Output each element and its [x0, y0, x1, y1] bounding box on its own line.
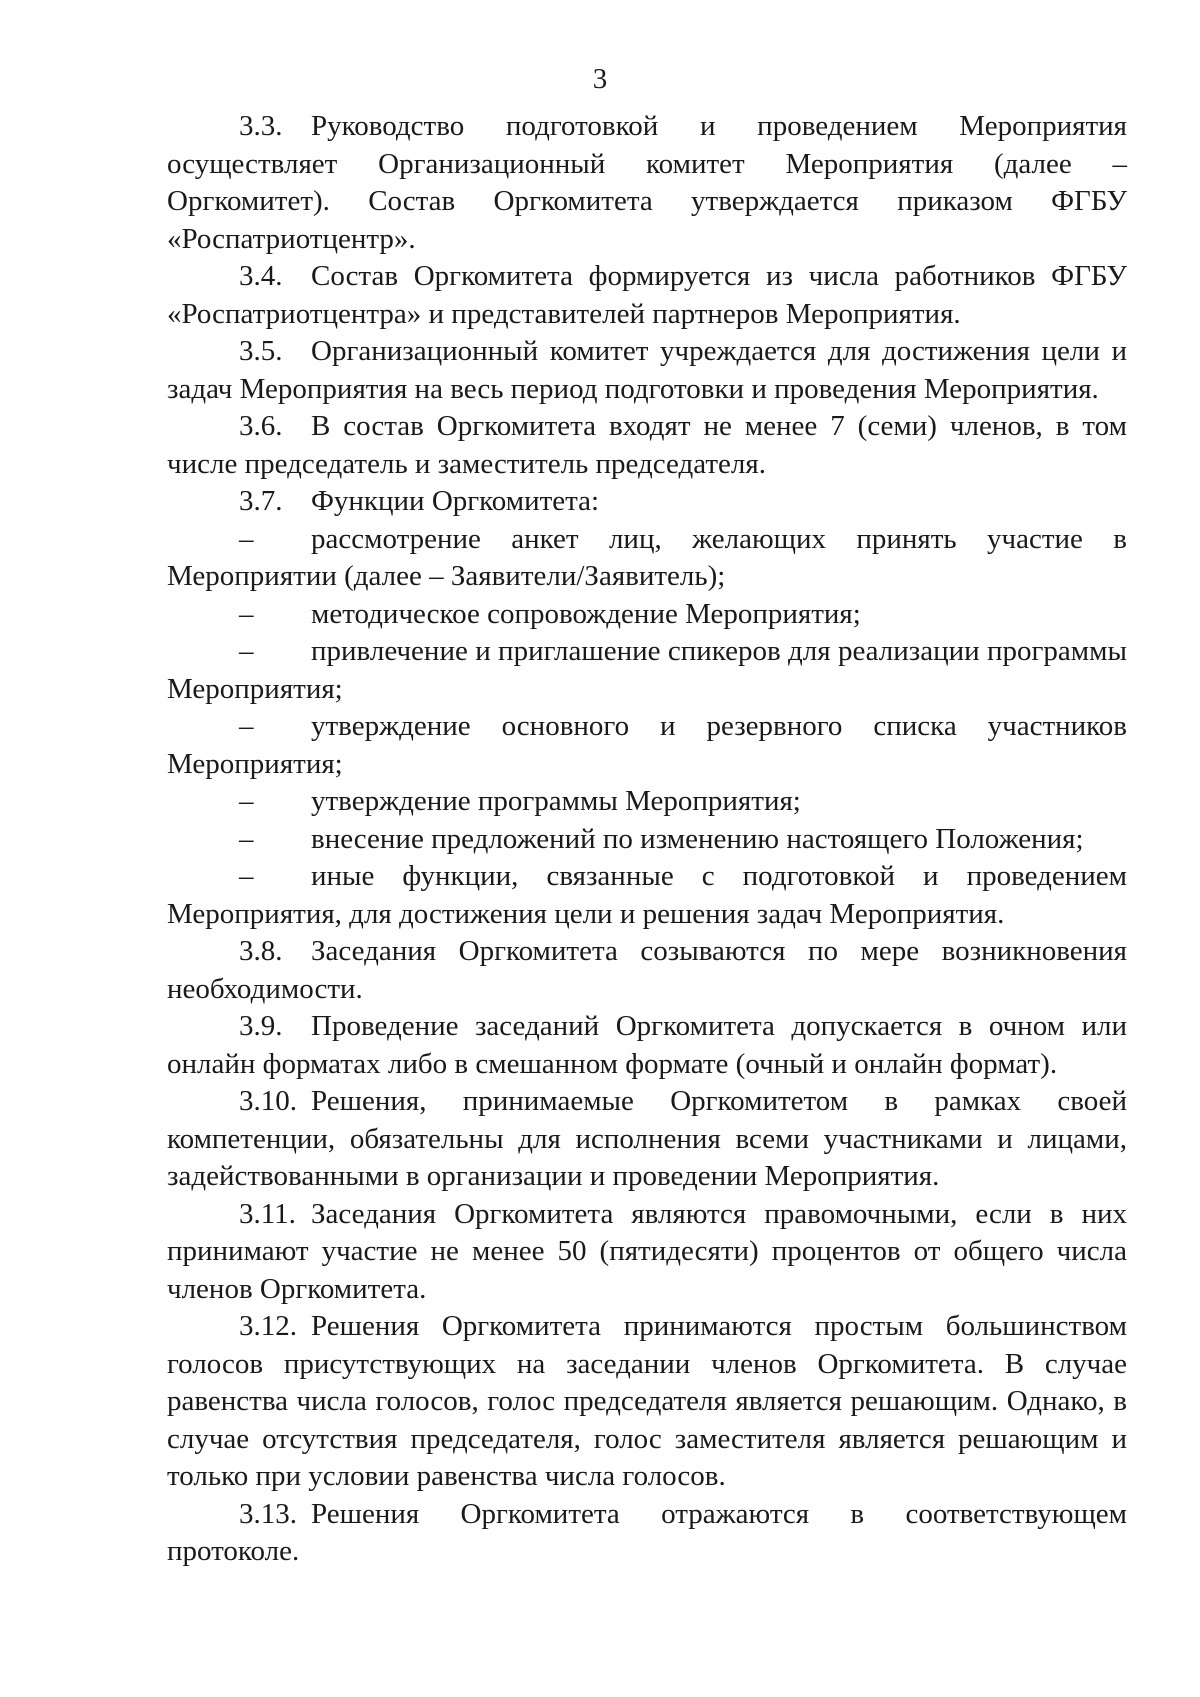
paragraph-number: 3.7.: [239, 485, 283, 517]
function-text: привлечение и приглашение спикеров для реализации программы Мероприятия;: [167, 635, 1127, 705]
paragraph-text: Заседания Оргкомитета созываются по мере возникновения необходимости.: [167, 935, 1127, 1005]
paragraph-3-6: [167, 408, 1127, 483]
function-text: утверждение основного и резервного списка участников Мероприятия;: [167, 710, 1127, 780]
paragraph-text: Организационный комитет учреждается для достижения цели и задач Мероприятия на весь период подготовки и проведения Мероприятия.: [167, 335, 1127, 405]
paragraph-number: 3.5.: [239, 335, 283, 367]
paragraph-text: В состав Оргкомитета входят не менее 7 (семи) членов, в том числе председатель и заместитель председателя.: [167, 410, 1127, 480]
paragraph-3-3: [167, 108, 1127, 258]
paragraph-number: 3.8.: [239, 935, 283, 967]
function-item: [167, 633, 1127, 708]
paragraph-3-8: [167, 933, 1127, 1008]
function-item: [167, 858, 1127, 933]
paragraph-text: Проведение заседаний Оргкомитета допускается в очном или онлайн форматах либо в смешанном формате (очный и онлайн формат).: [167, 1010, 1127, 1080]
paragraph-text: Функции Оргкомитета:: [311, 485, 600, 517]
paragraph-number: 3.11.: [239, 1197, 296, 1230]
paragraph-3-11: [167, 1196, 1127, 1309]
dash-marker: –: [239, 522, 254, 555]
function-item: [167, 596, 1127, 634]
paragraph-text: Руководство подготовкой и проведением Мероприятия осуществляет Организационный комитет Мероприятия (далее – Оргкомитет). Состав Оргкомитета утверждается приказом ФГБУ «Роспатриотцентр».: [167, 110, 1127, 255]
paragraph-number: 3.12.: [239, 1310, 297, 1342]
function-item: [167, 521, 1127, 596]
dash-marker: –: [239, 710, 254, 742]
paragraph-number: 3.10.: [239, 1085, 297, 1117]
paragraph-3-12: [167, 1308, 1127, 1496]
paragraph-3-7: [167, 483, 1127, 521]
paragraph-3-13: [167, 1496, 1127, 1571]
dash-marker: –: [239, 597, 254, 630]
paragraph-3-10: [167, 1083, 1127, 1196]
function-text: внесение предложений по изменению настоящего Положения;: [311, 822, 1084, 855]
paragraph-3-9: [167, 1008, 1127, 1083]
function-text: иные функции, связанные с подготовкой и проведением Мероприятия, для достижения цели и решения задач Мероприятия.: [167, 860, 1127, 930]
paragraph-text: Состав Оргкомитета формируется из числа работников ФГБУ «Роспатриотцентра» и представителей партнеров Мероприятия.: [167, 260, 1127, 330]
function-item: [167, 821, 1127, 859]
function-text: методическое сопровождение Мероприятия;: [311, 597, 861, 630]
dash-marker: –: [239, 635, 254, 667]
paragraph-text: Решения, принимаемые Оргкомитетом в рамках своей компетенции, обязательны для исполнения всеми участниками и лицами, задействованными в организации и проведении Мероприятия.: [167, 1085, 1127, 1192]
paragraph-number: 3.9.: [239, 1010, 283, 1042]
dash-marker: –: [239, 785, 254, 817]
page-number: 3: [592, 63, 608, 95]
paragraph-number: 3.3.: [239, 110, 283, 142]
paragraph-3-4: [167, 258, 1127, 333]
dash-marker: –: [239, 860, 254, 892]
function-item: [167, 783, 1127, 821]
paragraph-text: Решения Оргкомитета отражаются в соответствующем протоколе.: [167, 1497, 1127, 1567]
dash-marker: –: [239, 822, 254, 855]
paragraph-number: 3.13.: [239, 1497, 297, 1530]
paragraph-number: 3.4.: [239, 260, 283, 292]
function-text: рассмотрение анкет лиц, желающих принять участие в Мероприятии (далее – Заявители/Заявитель);: [167, 522, 1127, 592]
function-text: утверждение программы Мероприятия;: [311, 785, 801, 817]
document-body: [167, 108, 1127, 1571]
paragraph-text: Заседания Оргкомитета являются правомочными, если в них принимают участие не менее 50 (пятидесяти) процентов от общего числа членов Оргкомитета.: [167, 1197, 1127, 1305]
paragraph-number: 3.6.: [239, 410, 283, 442]
paragraph-3-5: [167, 333, 1127, 408]
function-item: [167, 708, 1127, 783]
paragraph-text: Решения Оргкомитета принимаются простым большинством голосов присутствующих на заседании членов Оргкомитета. В случае равенства числа голосов, голос председателя является решающим. Однако, в случае отсутствия председателя, голос заместителя является решающим и только при условии равенства числа голосов.: [167, 1310, 1127, 1492]
